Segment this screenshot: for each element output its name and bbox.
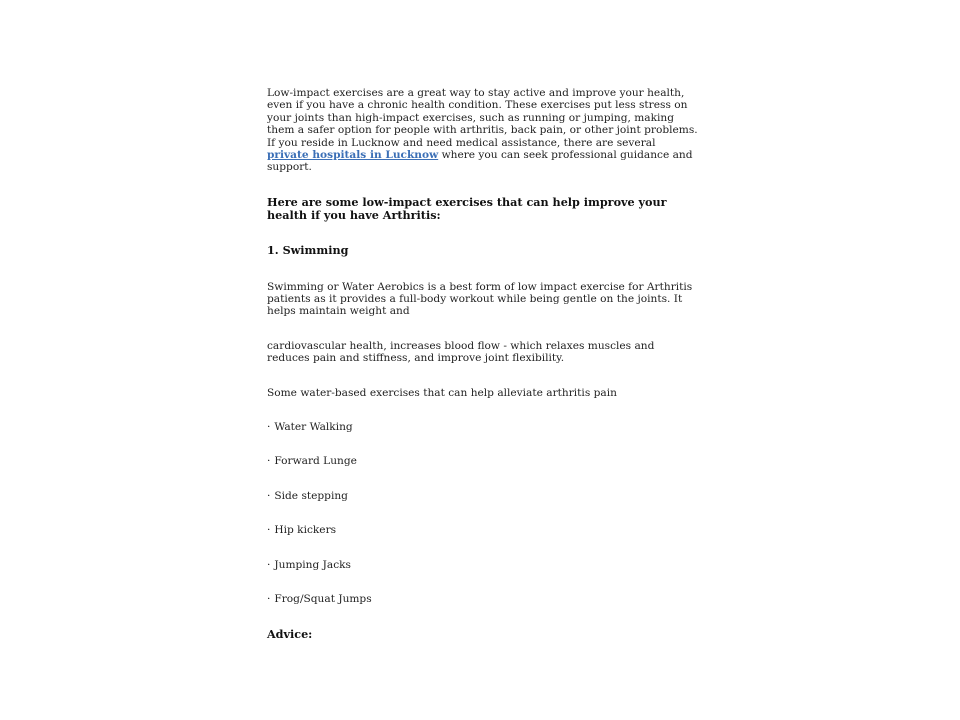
exercises-lead-text: Some water-based exercises that can help alleviate arthritis pain — [267, 386, 617, 399]
intro-text-after-link: where you can seek professional guidance and support. — [267, 149, 693, 174]
exercise-list-item — [267, 524, 699, 536]
swimming-paragraph-2: cardiovascular health, increases blood flow - which relaxes muscles and reduces pain and stiffness, and improve joint flexibility. — [267, 339, 655, 365]
exercise-label: Jumping Jacks — [274, 558, 351, 571]
arthritis-heading: Here are some low-impact exercises that can help improve your health if you have Arthritis: — [267, 194, 667, 223]
exercise-list-item — [267, 455, 699, 467]
exercise-list-item — [267, 593, 699, 605]
exercise-label: Forward Lunge — [274, 455, 357, 468]
swimming-heading: 1. Swimming — [267, 243, 349, 258]
swimming-paragraph-1: Swimming or Water Aerobics is a best form of low impact exercise for Arthritis patients as it provides a full-body workout while being gentle on the joints. It helps maintain weight and — [267, 280, 693, 318]
bullet-icon: · — [267, 593, 271, 606]
bullet-icon: · — [267, 455, 271, 468]
document-body — [267, 87, 699, 640]
advice-heading: Advice: — [267, 626, 313, 641]
bullet-icon: · — [267, 558, 271, 571]
exercise-label: Water Walking — [274, 421, 353, 434]
exercise-label: Hip kickers — [274, 524, 337, 537]
exercise-list-item — [267, 421, 699, 433]
exercise-label: Frog/Squat Jumps — [274, 593, 372, 606]
bullet-icon: · — [267, 524, 271, 537]
intro-text-before-link: Low-impact exercises are a great way to stay active and improve your health, even if you have a chronic health condition. These exercises put less stress on your joints than high-impact exercises, such as running or jumping, making them a safer option for people with arthritis, back pain, or other joint problems. If you reside in Lucknow and need medical assistance, there are several — [267, 87, 698, 149]
bullet-icon: · — [267, 489, 271, 502]
exercise-list-item — [267, 490, 699, 502]
exercise-label: Side stepping — [274, 489, 348, 502]
private-hospitals-link[interactable]: private hospitals in Lucknow — [267, 149, 439, 162]
exercise-list-item — [267, 559, 699, 571]
intro-paragraph — [267, 87, 699, 174]
bullet-icon: · — [267, 421, 271, 434]
